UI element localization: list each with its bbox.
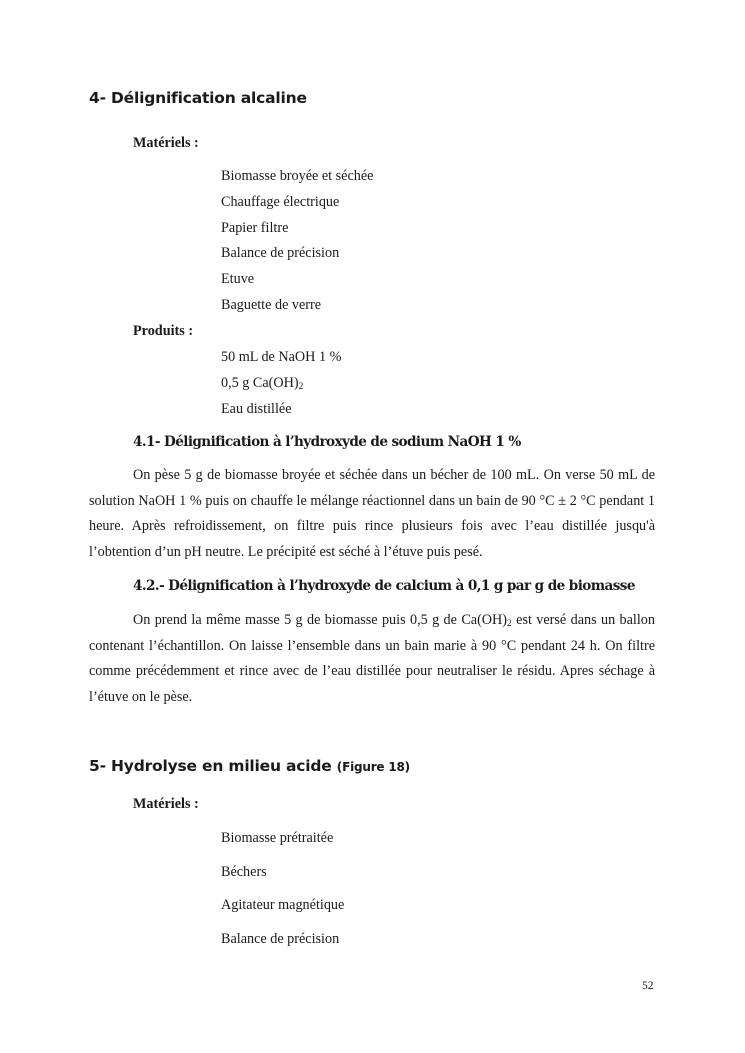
products-label: Produits :: [133, 323, 194, 339]
material-item: Baguette de verre: [221, 297, 322, 313]
material-item: Biomasse broyée et séchée: [221, 168, 374, 184]
material-item: Biomasse prétraitée: [221, 830, 334, 846]
material-item: Balance de précision: [221, 245, 340, 261]
subsection-4-1-title: 4.1- Délignification à l’hydroxyde de sodium NaOH 1 %: [133, 434, 521, 450]
material-item: Agitateur magnétique: [221, 897, 345, 913]
product-item: 50 mL de NaOH 1 %: [221, 349, 342, 365]
subsection-4-2-paragraph: On prend la même masse 5 g de biomasse puis 0,5 g de $Ca(OH)_2$ est versé dans un ballon contenant l’échantillon. On laisse l’ensemble dans un bain marie à 90 °C pendant 24 h. On filtre comme précédemment et rince avec de l’eau distillée pour neutraliser le résidu. Apres séchage à l’étuve on le pèse.: [89, 612, 655, 705]
subsection-4-2-title: 4.2.- Délignification à l’hydroxyde de calcium à 0,1 g par g de biomasse: [133, 578, 635, 594]
section-4-title: 4- Délignification alcaline: [89, 89, 307, 107]
product-item: 0,5 g $Ca(OH)_2$: [221, 375, 304, 392]
material-item: Balance de précision: [221, 931, 340, 947]
figure-reference: (Figure 18): [336, 760, 410, 774]
product-item: Eau distillée: [221, 401, 292, 417]
material-item: Béchers: [221, 864, 267, 880]
page-number: 52: [642, 980, 654, 992]
section-5-title: 5- Hydrolyse en milieu acide (Figure 18): [89, 757, 410, 775]
material-item: Chauffage électrique: [221, 194, 340, 210]
materials-label: Matériels :: [133, 135, 199, 151]
materials-label: Matériels :: [133, 796, 199, 812]
subsection-4-1-paragraph: On pèse 5 g de biomasse broyée et séchée dans un bécher de 100 mL. On verse 50 mL de solution NaOH 1 % puis on chauffe le mélange réactionnel dans un bain de 90 °C ± 2 °C pendant 1 heure. Après refroidissement, on filtre puis rince plusieurs fois avec l’eau distillée jusqu'à l’obtention d’un pH neutre. Le précipité est séché à l’étuve puis pesé.: [89, 467, 655, 560]
material-item: Etuve: [221, 271, 255, 287]
material-item: Papier filtre: [221, 220, 289, 236]
